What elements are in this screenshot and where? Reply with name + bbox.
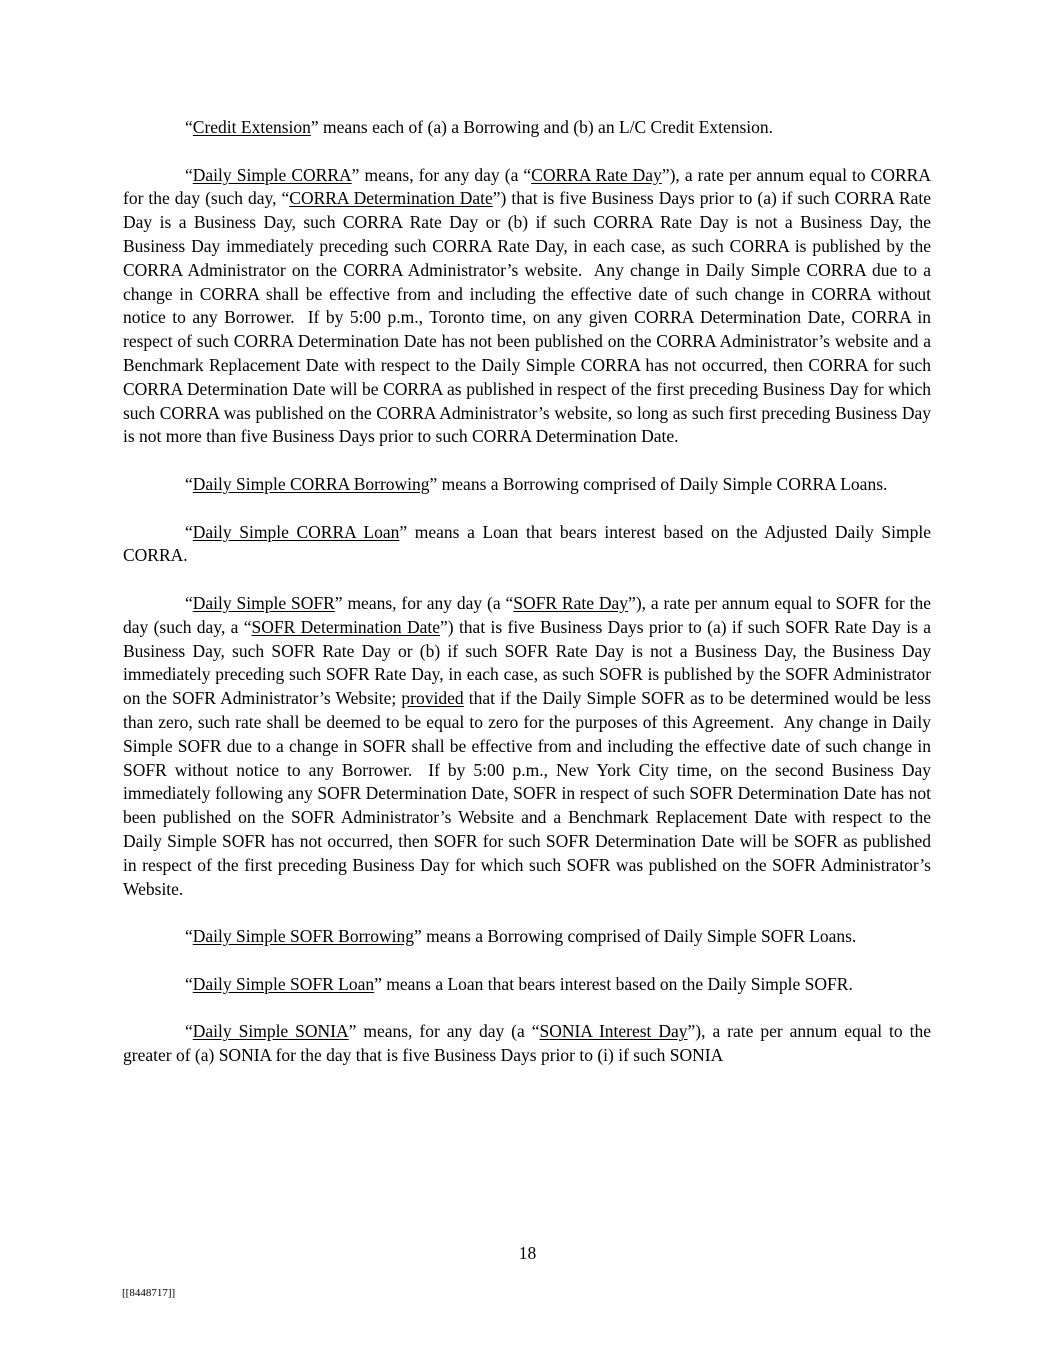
defined-term: CORRA Determination Date bbox=[289, 188, 493, 209]
defined-term: Daily Simple CORRA Borrowing bbox=[192, 473, 430, 494]
text-run: “ bbox=[185, 164, 193, 185]
paragraph bbox=[123, 473, 931, 497]
page-number: 18 bbox=[518, 1243, 537, 1263]
defined-term: SOFR Rate Day bbox=[513, 592, 629, 613]
text-run: ”) that is five Business Days prior to (a) if such CORRA Rate Day is a Business Day, such CORRA Rate Day or (b) if such CORRA Rate Day is not a Business Day, the Business Day immediately preceding such CORRA Rate Day, in each case, as such CORRA is published by the CORRA Administrator on the CORRA Administrator’s website. Any change in Daily Simple CORRA due to a change in CORRA shall be effective from and including the effective date of such change in CORRA without notice to any Borrower. If by 5:00 p.m., Toronto time, on any given CORRA Determination Date, CORRA in respect of such CORRA Determination Date has not been published on the CORRA Administrator’s website and a Benchmark Replacement Date with respect to the Daily Simple CORRA has not occurred, then CORRA for such CORRA Determination Date will be CORRA as published in respect of the first preceding Business Day for which such CORRA was published on the CORRA Administrator’s website, so long as such first preceding Business Day is not more than five Business Days prior to such CORRA Determination Date. bbox=[123, 188, 936, 447]
text-run: “ bbox=[185, 592, 193, 613]
paragraph bbox=[123, 116, 931, 140]
text-run: “ bbox=[185, 473, 193, 494]
paragraph bbox=[123, 925, 931, 949]
defined-term: Daily Simple SOFR Loan bbox=[192, 973, 375, 994]
text-run: ” means each of (a) a Borrowing and (b) an L/C Credit Extension. bbox=[310, 117, 774, 137]
text-run: “ bbox=[185, 973, 193, 994]
text-run: ” means a Borrowing comprised of Daily Simple SOFR Loans. bbox=[413, 926, 857, 947]
paragraph bbox=[123, 164, 936, 450]
defined-term: Daily Simple CORRA bbox=[192, 164, 352, 185]
defined-term: Daily Simple SONIA bbox=[192, 1021, 349, 1042]
text-run: ” means a Loan that bears interest based on the Adjusted Daily Simple CORRA. bbox=[123, 521, 936, 566]
text-run: “ bbox=[185, 521, 193, 542]
defined-term: provided bbox=[401, 688, 464, 709]
text-run: “ bbox=[185, 1021, 193, 1042]
paragraph bbox=[123, 1020, 936, 1068]
defined-term: Daily Simple CORRA Loan bbox=[192, 521, 400, 542]
text-run: “ bbox=[185, 926, 193, 947]
text-run: ”) that is five Business Days prior to (a) if such SOFR Rate Day is a Business Day, such SOFR Rate Day or (b) if such SOFR Rate Day is not a Business Day, the Business Day immediately preceding such SOFR Rate Day, in each case, as such SOFR is published by the SOFR Administrator on the SOFR Administrator’s Website; bbox=[123, 616, 936, 709]
text-run: ” means, for any day (a “ bbox=[351, 164, 532, 185]
text-run: that if the Daily Simple SOFR as to be determined would be less than zero, such rate shall be deemed to be equal to zero for the purposes of this Agreement. Any change in Daily Simple SOFR due to a change in SOFR shall be effective from and including the effective date of such change in SOFR without notice to any Borrower. If by 5:00 p.m., New York City time, on the second Business Day immediately following any SOFR Determination Date, SOFR in respect of such SOFR Determination Date has not been published on the SOFR Administrator’s Website and a Benchmark Replacement Date with respect to the Daily Simple SOFR has not occurred, then SOFR for such SOFR Determination Date will be SOFR as published in respect of the first preceding Business Day for which such SOFR was published on the SOFR Administrator’s Website. bbox=[123, 688, 936, 899]
document-id-stamp: [[8448717]] bbox=[122, 1287, 176, 1299]
defined-term: Daily Simple SOFR bbox=[192, 592, 335, 613]
paragraph bbox=[123, 592, 936, 901]
defined-term: SOFR Determination Date bbox=[251, 616, 441, 637]
document-body bbox=[123, 116, 936, 1068]
defined-term: CORRA Rate Day bbox=[531, 164, 662, 185]
text-run: “ bbox=[185, 117, 193, 137]
text-run: ”), a rate per annum equal to the greater of (a) SONIA for the day that is five Business Days prior to (i) if such SONIA bbox=[123, 1021, 936, 1066]
paragraph bbox=[123, 973, 931, 997]
defined-term: Credit Extension bbox=[192, 117, 311, 137]
defined-term: SONIA Interest Day bbox=[539, 1021, 688, 1042]
text-run: ”), a rate per annum equal to SOFR for the day (such day, a “ bbox=[123, 592, 936, 637]
text-run: ” means a Borrowing comprised of Daily Simple CORRA Loans. bbox=[429, 473, 888, 494]
text-run: ” means a Loan that bears interest based on the Daily Simple SOFR. bbox=[374, 973, 853, 994]
paragraph bbox=[123, 521, 936, 569]
defined-term: Daily Simple SOFR Borrowing bbox=[192, 926, 414, 947]
text-run: ” means, for any day (a “ bbox=[334, 592, 514, 613]
text-run: ” means, for any day (a “ bbox=[348, 1021, 540, 1042]
text-run: ”), a rate per annum equal to CORRA for the day (such day, “ bbox=[123, 164, 936, 209]
